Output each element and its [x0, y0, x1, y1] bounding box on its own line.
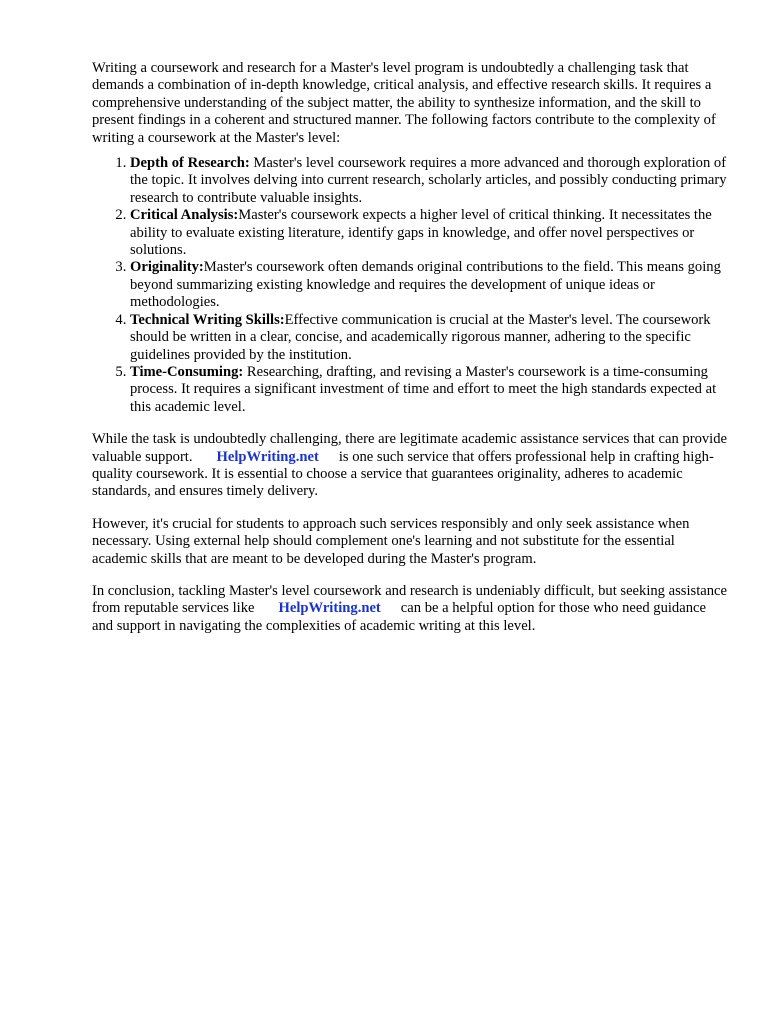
conclusion-text-before: In conclusion, tackling Master's level coursework and research is undeniably difficult, but seeking assistance from reputable services like: [92, 582, 727, 617]
factor-title: Time-Consuming:: [130, 363, 244, 380]
document-page: [92, 60, 728, 635]
list-item: [130, 364, 728, 416]
factors-list: [92, 155, 728, 416]
list-item: [130, 207, 728, 259]
factor-text: Master's coursework expects a higher level of critical thinking. It necessitates the ability to evaluate existing literature, identify gaps in knowledge, and offer novel perspectives or solutions.: [130, 207, 712, 259]
caution-paragraph: However, it's crucial for students to approach such services responsibly and only seek assistance when necessary. Using external help should complement one's learning and not substitute for the essential academic skills that are meant to be developed during the Master's program.: [92, 515, 690, 567]
factor-text: Effective communication is crucial at the Master's level. The coursework should be written in a clear, concise, and academically rigorous manner, adhering to the specific guidelines provided by the institution.: [130, 311, 711, 363]
support-text-after: is one such service that offers professional help in crafting high-quality coursework. It is essential to choose a service that guarantees originality, adheres to academic standards, and ensures timely delivery.: [92, 448, 714, 500]
factor-title: Depth of Research:: [130, 155, 250, 172]
list-item: [130, 155, 728, 207]
factor-text: Master's coursework often demands original contributions to the field. This means going beyond summarizing existing knowledge and requires the development of unique ideas or methodologies.: [130, 259, 721, 311]
factor-title: Technical Writing Skills:: [130, 311, 285, 328]
factor-title: Originality:: [130, 259, 204, 276]
conclusion-paragraph: [92, 583, 728, 635]
factor-text: Researching, drafting, and revising a Master's coursework is a time-consuming process. It requires a significant investment of time and effort to meet the high standards expected at this academic level.: [130, 363, 717, 415]
helpwriting-link[interactable]: HelpWriting.net: [216, 448, 319, 465]
intro-paragraph: Writing a coursework and research for a Master's level program is undoubtedly a challenging task that demands a combination of in-depth knowledge, critical analysis, and effective research skills. It requires a comprehensive understanding of the subject matter, the ability to synthesize information, and the skill to present findings in a coherent and structured manner. The following factors contribute to the complexity of writing a coursework at the Master's level:: [92, 60, 716, 146]
conclusion-text-after: can be a helpful option for those who need guidance and support in navigating the complexities of academic writing at this level.: [92, 600, 706, 634]
factor-title: Critical Analysis:: [130, 207, 239, 224]
helpwriting-link[interactable]: HelpWriting.net: [278, 600, 381, 617]
factor-text: Master's level coursework requires a more advanced and thorough exploration of the topic. It involves delving into current research, scholarly articles, and possibly conducting primary research to contribute valuable insights.: [130, 155, 727, 206]
list-item: [130, 312, 728, 364]
support-paragraph: [92, 431, 728, 501]
support-text-before: While the task is undoubtedly challenging, there are legitimate academic assistance services that can provide valuable support.: [92, 431, 727, 465]
list-item: [130, 259, 728, 311]
